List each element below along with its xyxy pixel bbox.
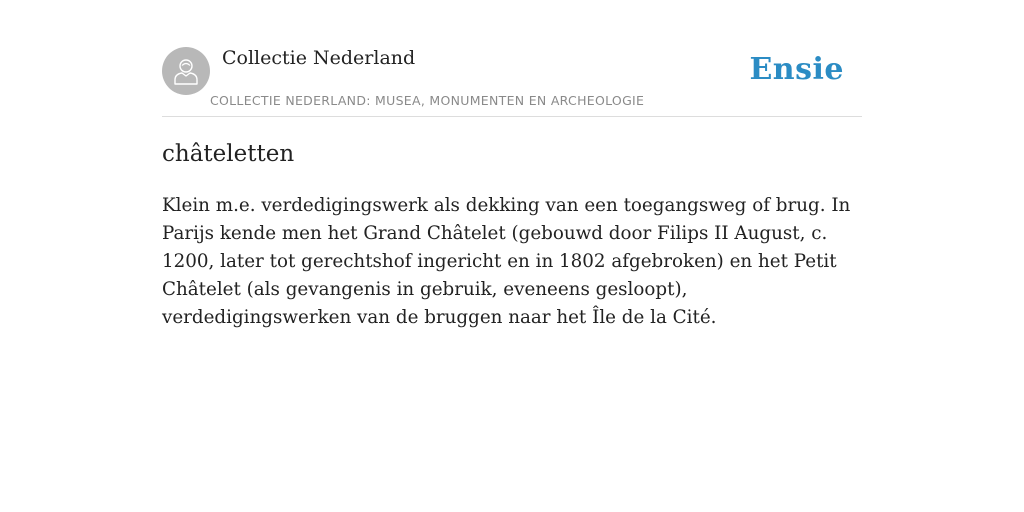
definition-text: Klein m.e. verdedigingswerk als dekking van een toegangsweg of brug. In Parijs kende men het Grand Châtelet (gebouwd door Filips II August, c. 1200, later tot gerechtshof ingericht en in 1802 afgebroken) en het Petit Châtelet (als gevangenis in gebruik, eveneens gesloopt), verdedigingswerken van de bruggen naar het Île de la Cité. <box>162 195 851 328</box>
user-silhouette-icon <box>171 56 201 86</box>
term-title: châteletten <box>162 141 295 167</box>
source-subtitle: COLLECTIE NEDERLAND: MUSEA, MONUMENTEN EN ARCHEOLOGIE <box>210 93 645 108</box>
avatar[interactable] <box>162 47 210 95</box>
source-header <box>162 46 862 117</box>
brand-logo[interactable]: Ensie <box>749 52 844 87</box>
source-name[interactable]: Collectie Nederland <box>222 47 416 69</box>
